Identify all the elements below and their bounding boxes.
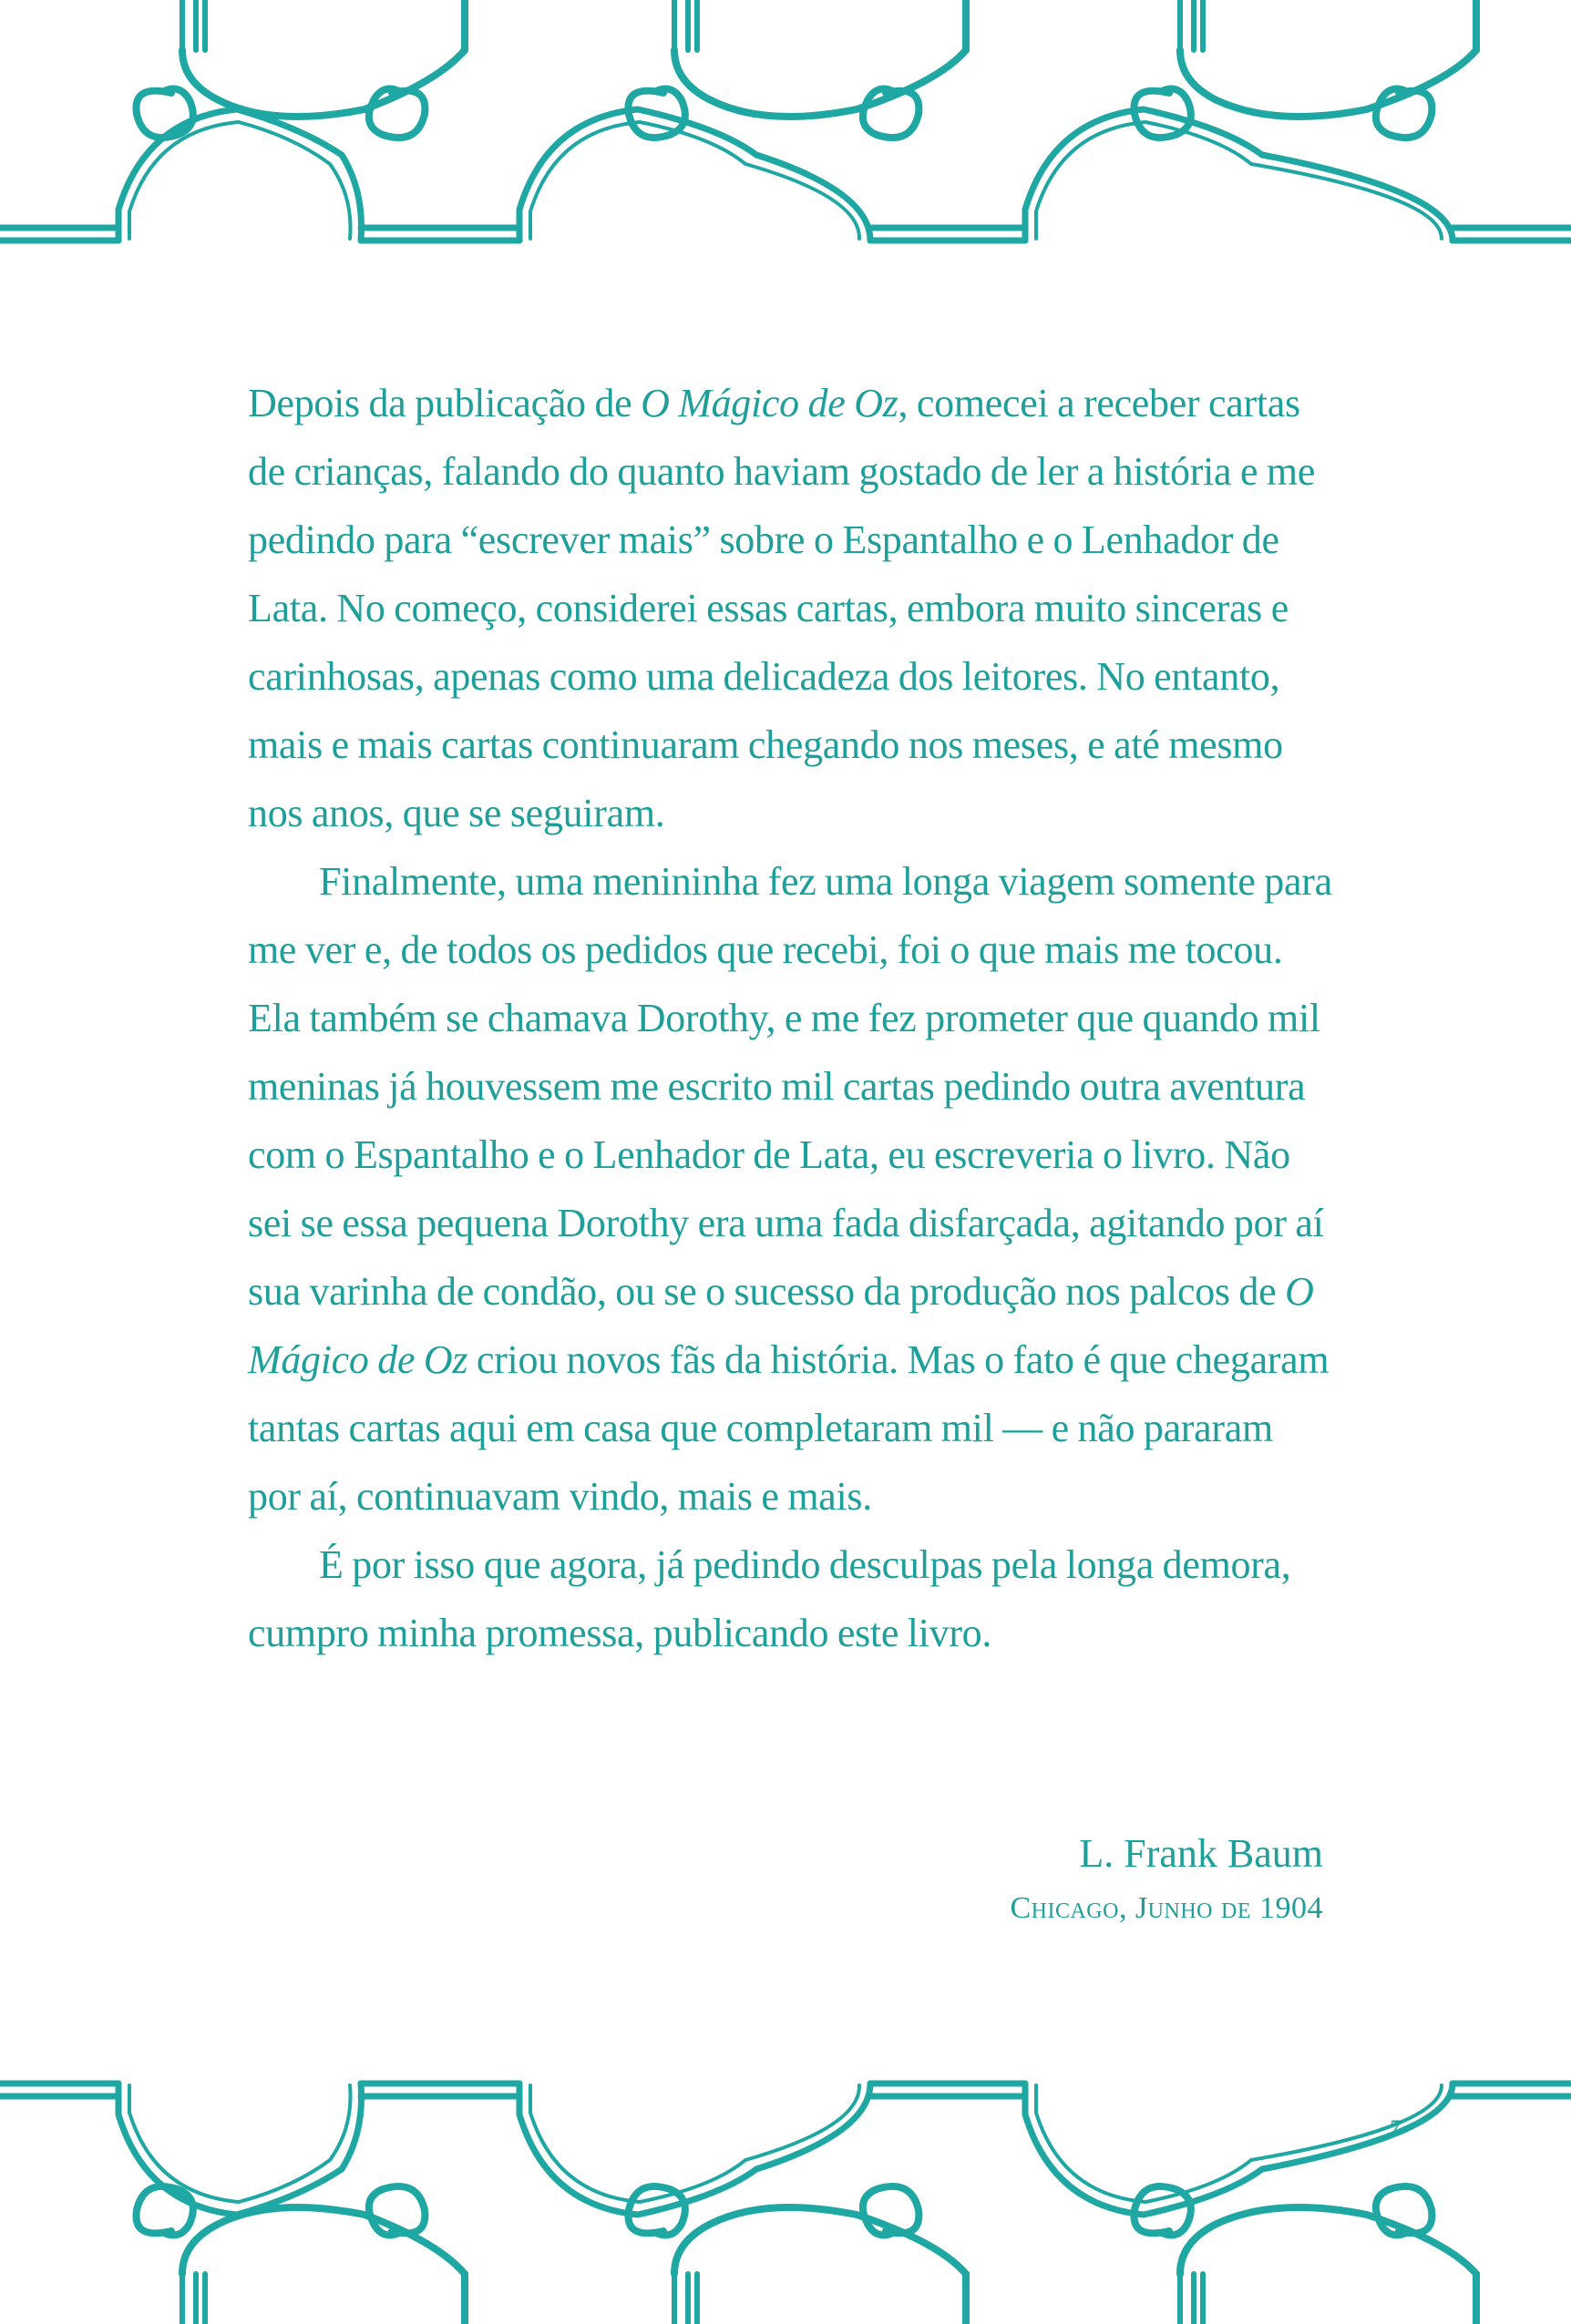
top-scroll-border (0, 0, 1571, 273)
paragraph-2-text-b: criou novos fãs da história. Mas o fato é que chegaram tantas cartas aqui em casa que completaram mil — e não pararam por aí, continuavam vindo, mais e mais. (248, 1337, 1330, 1519)
paragraph-1-text-a: Depois da publicação de (248, 381, 642, 425)
paragraph-2-text-a: Finalmente, uma menininha fez uma longa viagem somente para me ver e, de todos os pedidos que recebi, foi o que mais me tocou. Ela também se chamava Dorothy, e me fez prometer que quando mil meninas já houvessem me escrito mil cartas pedindo outra aventura com o Espantalho e o Lenhador de Lata, eu escreveria o livro. Não sei se essa pequena Dorothy era uma fada disfarçada, agitando por aí sua varinha de condão, ou se o sucesso da produção nos palcos de (248, 859, 1332, 1314)
foreword-text (248, 369, 1332, 1667)
scroll-border-icon (0, 0, 1571, 241)
paragraph-1 (248, 369, 1332, 847)
bottom-scroll-border (0, 2051, 1571, 2324)
author-name: L. Frank Baum (1079, 1831, 1323, 1876)
book-title-italic: O Mágico de Oz (248, 1269, 1314, 1382)
paragraph-3-text: É por isso que agora, já pedindo desculpas pela longa demora, cumpro minha promessa, publicando este livro. (248, 1542, 1291, 1655)
paragraph-2 (248, 847, 1332, 1531)
scroll-border-icon (0, 2083, 1571, 2324)
page-number: 7 (1389, 2115, 1401, 2142)
paragraph-1-text-b: , comecei a receber cartas de crianças, falando do quanto haviam gostado de ler a história e me pedindo para “escrever mais” sobre o Espantalho e o Lenhador de Lata. No começo, considerei essas cartas, embora muito sinceras e carinhosas, apenas como uma delicadeza dos leitores. No entanto, mais e mais cartas continuaram chegando nos meses, e até mesmo nos anos, que se seguiram. (248, 381, 1316, 835)
paragraph-3 (248, 1531, 1332, 1667)
place-and-date: Chicago, Junho de 1904 (1010, 1891, 1323, 1925)
book-title-italic: O Mágico de Oz (641, 381, 898, 425)
signature-block (1010, 1827, 1323, 1936)
